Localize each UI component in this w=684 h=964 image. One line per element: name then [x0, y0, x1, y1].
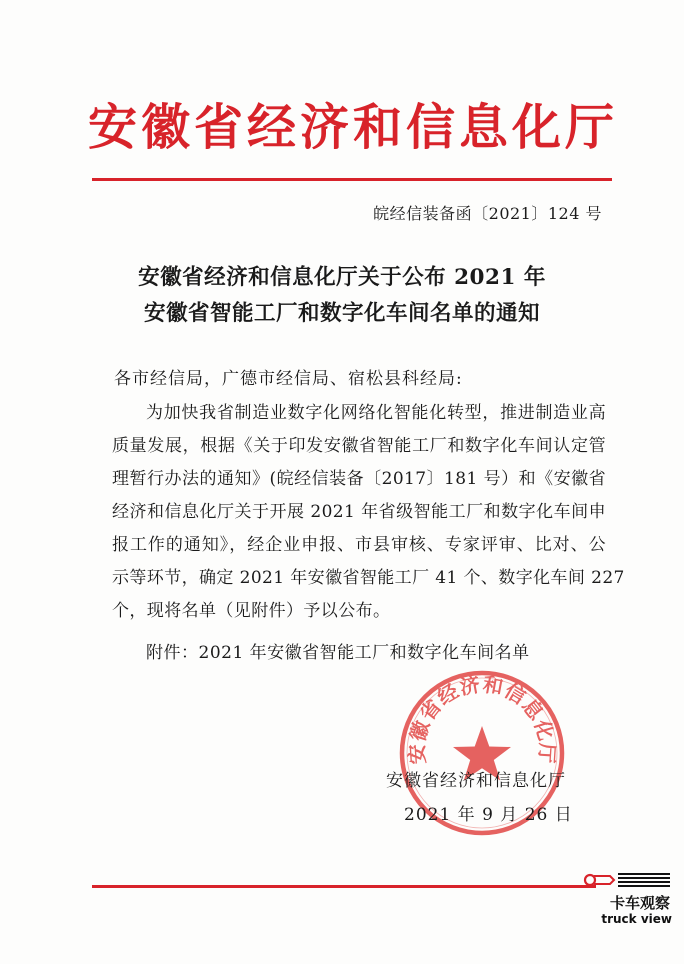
- body-text-line: 理暂行办法的通知》(皖经信装备〔2017〕181 号）和《安徽省: [112, 469, 606, 489]
- notice-title-line: 安徽省智能工厂和数字化车间名单的通知: [143, 301, 540, 326]
- seal-text: 安徽省经济和信息化厅: [404, 671, 560, 765]
- salutation: 各市经信局，广德市经信局、宿松县科经局:: [114, 369, 463, 389]
- body-text-line: 经济和信息化厅关于开展 2021 年省级智能工厂和数字化车间申: [112, 502, 606, 522]
- watermark-english: truck view: [601, 912, 672, 926]
- signature-date: 2021 年 9 月 26 日: [404, 805, 573, 825]
- header-red-rule: [92, 178, 612, 181]
- attachment-note: 附件：2021 年安徽省智能工厂和数字化车间名单: [146, 643, 530, 663]
- watermark-chinese: 卡车观察: [609, 894, 670, 912]
- body-text-line: 质量发展，根据《关于印发安徽省智能工厂和数字化车间认定管: [112, 436, 606, 456]
- truck-view-logo-icon: [572, 870, 672, 890]
- body-text-line: 为加快我省制造业数字化网络化智能化转型，推进制造业高: [146, 403, 606, 423]
- body-text-line: 个，现将名单（见附件）予以公布。: [112, 601, 391, 621]
- body-text-line: 报工作的通知》，经企业申报、市县审核、专家评审、比对、公: [112, 535, 606, 555]
- notice-title-line: 安徽省经济和信息化厅关于公布 2021 年: [138, 265, 546, 290]
- footer-red-rule: [92, 885, 596, 888]
- org-header-title: 安徽省经济和信息化厅: [88, 98, 619, 156]
- signature-organization: 安徽省经济和信息化厅: [386, 771, 566, 791]
- body-text-line: 示等环节，确定 2021 年安徽省智能工厂 41 个、数字化车间 227: [112, 568, 625, 588]
- document-number: 皖经信装备函〔2021〕124 号: [373, 204, 602, 223]
